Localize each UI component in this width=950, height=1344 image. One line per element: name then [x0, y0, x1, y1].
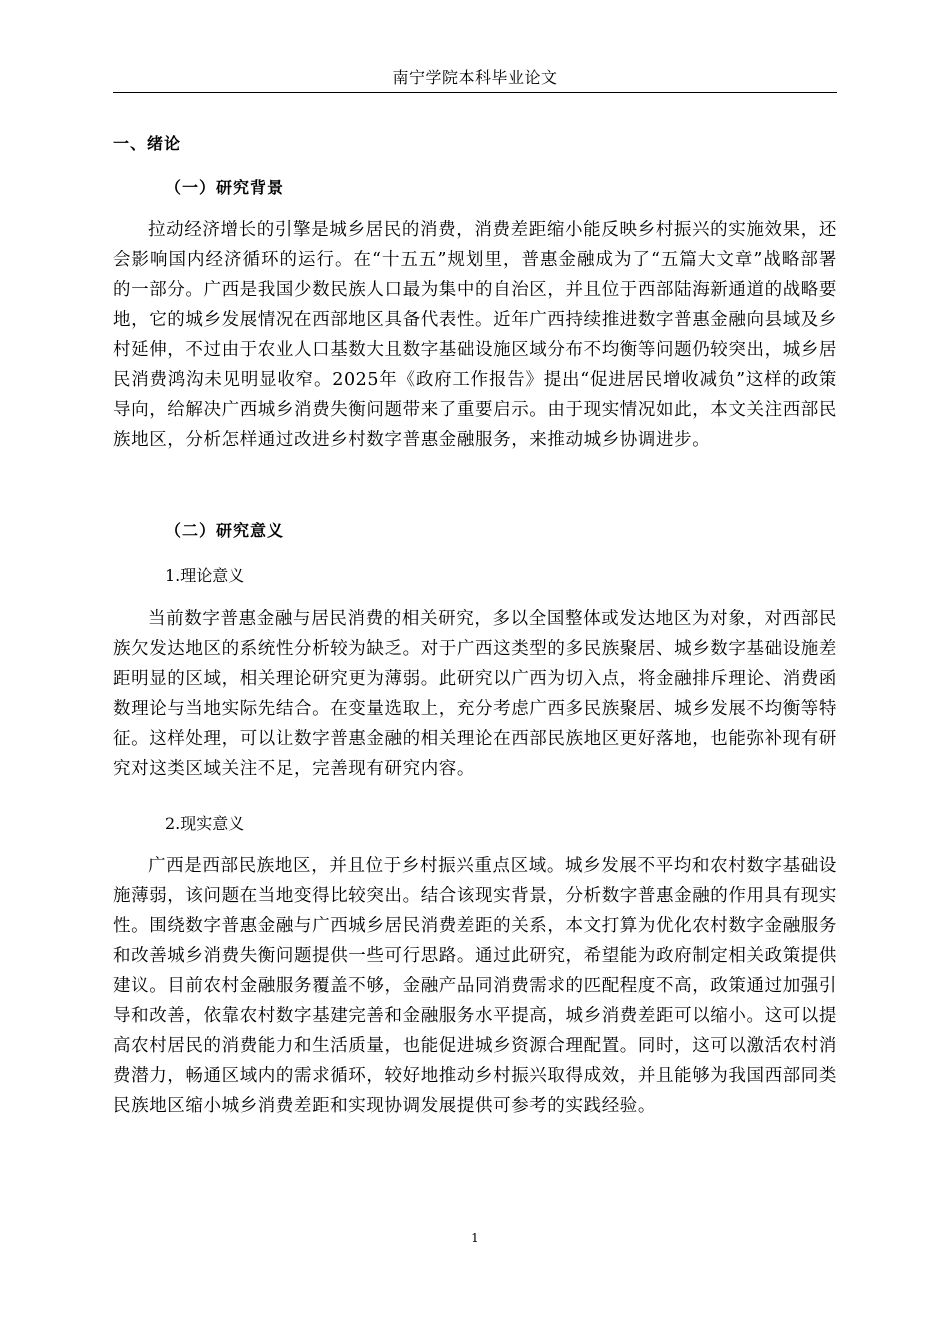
page-number: 1: [471, 1231, 479, 1245]
chapter-title: 一、绪论: [113, 134, 182, 153]
paragraph-practice: 广西是西部民族地区，并且位于乡村振兴重点区域。城乡发展不平均和农村数字基础设施薄弱，该问题在当地变得比较突出。结合该现实背景，分析数字普惠金融的作用具有现实性。围绕数字普惠金融与广西城乡居民消费差距的关系，本文打算为优化农村数字金融服务和改善城乡消费失衡问题提供一些可行思路。通过此研究，希望能为政府制定相关政策提供建议。目前农村金融服务覆盖不够，金融产品同消费需求的匹配程度不高，政策通过加强引导和改善，依靠农村数字基建完善和金融服务水平提高，城乡消费差距可以缩小。这可以提高农村居民的消费能力和生活质量，也能促进城乡资源合理配置。同时，这可以激活农村消费潜力，畅通区域内的需求循环，较好地推动乡村振兴取得成效，并且能够为我国西部同类民族地区缩小城乡消费差距和实现协调发展提供可参考的实践经验。: [113, 856, 837, 1116]
paragraph-theory: 当前数字普惠金融与居民消费的相关研究，多以全国整体或发达地区为对象，对西部民族欠发达地区的系统性分析较为缺乏。对于广西这类型的多民族聚居、城乡数字基础设施差距明显的区域，相关理论研究更为薄弱。此研究以广西为切入点，将金融排斥理论、消费函数理论与当地实际先结合。在变量选取上，充分考虑广西多民族聚居、城乡发展不均衡等特征。这样处理，可以让数字普惠金融的相关理论在西部民族地区更好落地，也能弥补现有研究对这类区域关注不足，完善现有研究内容。: [113, 609, 837, 779]
section-heading-background: （一）研究背景: [165, 178, 285, 197]
subsection-heading-theory: 1.理论意义: [165, 566, 245, 585]
paragraph-background: 拉动经济增长的引擎是城乡居民的消费，消费差距缩小能反映乡村振兴的实施效果，还会影响国内经济循环的运行。在“十五五”规划里，普惠金融成为了“五篇大文章”战略部署的一部分。广西是我国少数民族人口最为集中的自治区，并且位于西部陆海新通道的战略要地，它的城乡发展情况在西部地区具备代表性。近年广西持续推进数字普惠金融向县域及乡村延伸，不过由于农业人口基数大且数字基础设施区域分布不均衡等问题仍较突出，城乡居民消费鸿沟未见明显收窄。2025年《政府工作报告》提出“促进居民增收减负”这样的政策导向，给解决广西城乡消费失衡问题带来了重要启示。由于现实情况如此，本文关注西部民族地区，分析怎样通过改进乡村数字普惠金融服务，来推动城乡协调进步。: [113, 220, 837, 450]
subsection-heading-practice: 2.现实意义: [165, 814, 245, 833]
section-heading-significance: （二）研究意义: [165, 521, 285, 540]
header-divider: [113, 92, 837, 93]
page-header-title: 南宁学院本科毕业论文: [392, 68, 558, 87]
